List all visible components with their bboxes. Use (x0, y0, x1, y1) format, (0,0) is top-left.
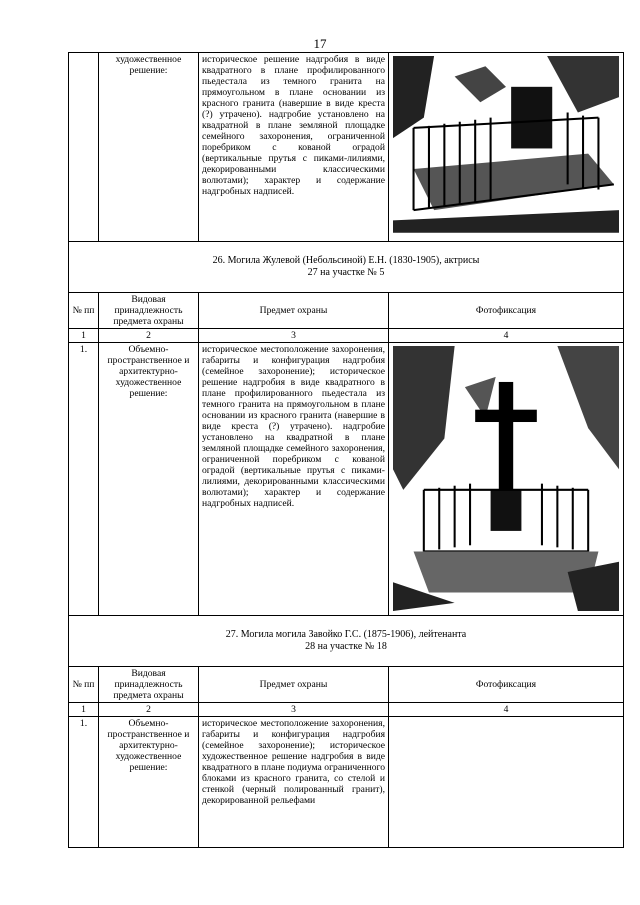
col-number: 2 (99, 329, 199, 343)
column-number-row (69, 703, 624, 717)
row-number (69, 53, 99, 242)
column-number-row (69, 329, 624, 343)
header-num: № пп (69, 293, 99, 329)
protection-subject: историческое решение надгробия в виде квадратного в плане профилированного пьедестала из темного гранита на прямоугольном в плане основании из красного гранита (навершие в виде креста (?) утрачено). надгробие установлено на квадратной в плане земляной площадке семейного захоронения, ограниченной поребриком с кованой оградой (вертикальные прутья с пиками-лилиями, декорированными классическими волютами); характер и содержание надгробных надписей. (199, 53, 389, 242)
col-number: 4 (389, 329, 624, 343)
header-row (69, 293, 624, 329)
section-title-row (69, 616, 624, 667)
photo-cell (389, 343, 624, 616)
section-title (69, 242, 624, 293)
protection-subject: историческое местоположение захоронения, габариты и конфигурация надгробия (семейное захоронение); историческое художественное решение надгробия в виде квадратного в плане подиума ограниченного блоками из красного гранита, со стелой и стенкой (черный полированный гранит), декорированной рельефами (199, 717, 389, 848)
header-subject: Предмет охраны (199, 293, 389, 329)
grave-photo (393, 56, 619, 233)
header-num: № пп (69, 667, 99, 703)
header-photo: Фотофиксация (389, 667, 624, 703)
section-27-title: 27. Могила могила Завойко Г.С. (1875-1906), лейтенанта (225, 629, 467, 640)
section-title (69, 616, 624, 667)
header-kind: Видовая принадлежность предмета охраны (99, 667, 199, 703)
col-number: 3 (199, 329, 389, 343)
header-kind: Видовая принадлежность предмета охраны (99, 293, 199, 329)
section-26-subtitle: 27 на участке № 5 (307, 267, 385, 278)
table-row (69, 343, 624, 616)
page-number: 17 (313, 36, 327, 51)
photo-cell (389, 717, 624, 848)
protection-kind: Объемно-пространственное и архитектурно-художественное решение: (99, 717, 199, 848)
header-row (69, 667, 624, 703)
section-27-subtitle: 28 на участке № 18 (305, 641, 387, 652)
row-number: 1. (69, 343, 99, 616)
header-photo: Фотофиксация (389, 293, 624, 329)
col-number: 2 (99, 703, 199, 717)
col-number: 4 (389, 703, 624, 717)
col-number: 1 (69, 329, 99, 343)
photo-cell (389, 53, 624, 242)
table-row (69, 53, 624, 242)
protection-kind: художественное решение: (99, 53, 199, 242)
section-26-title: 26. Могила Жулевой (Небольсиной) Е.Н. (1830-1905), актрисы (212, 255, 480, 266)
row-number: 1. (69, 717, 99, 848)
col-number: 3 (199, 703, 389, 717)
protection-table (68, 52, 624, 848)
col-number: 1 (69, 703, 99, 717)
grave-cross-photo (393, 346, 619, 611)
protection-kind: Объемно-пространственное и архитектурно-художественное решение: (99, 343, 199, 616)
table-row (69, 717, 624, 848)
protection-subject: историческое местоположение захоронения, габариты и конфигурация надгробия (семейное захоронение); историческое решение надгробия в виде квадратного в плане профилированного пьедестала из темного гранита на прямоугольном в плане основании из красного гранита (навершие в виде креста (?) утрачено). надгробие установлено на квадратной в плане земляной площадке семейного захоронения, ограниченной поребриком с кованой оградой (вертикальные прутья с пиками-лилиями, декорированными классическими волютами); характер и содержание надгробных надписей. (199, 343, 389, 616)
header-subject: Предмет охраны (199, 667, 389, 703)
section-title-row (69, 242, 624, 293)
